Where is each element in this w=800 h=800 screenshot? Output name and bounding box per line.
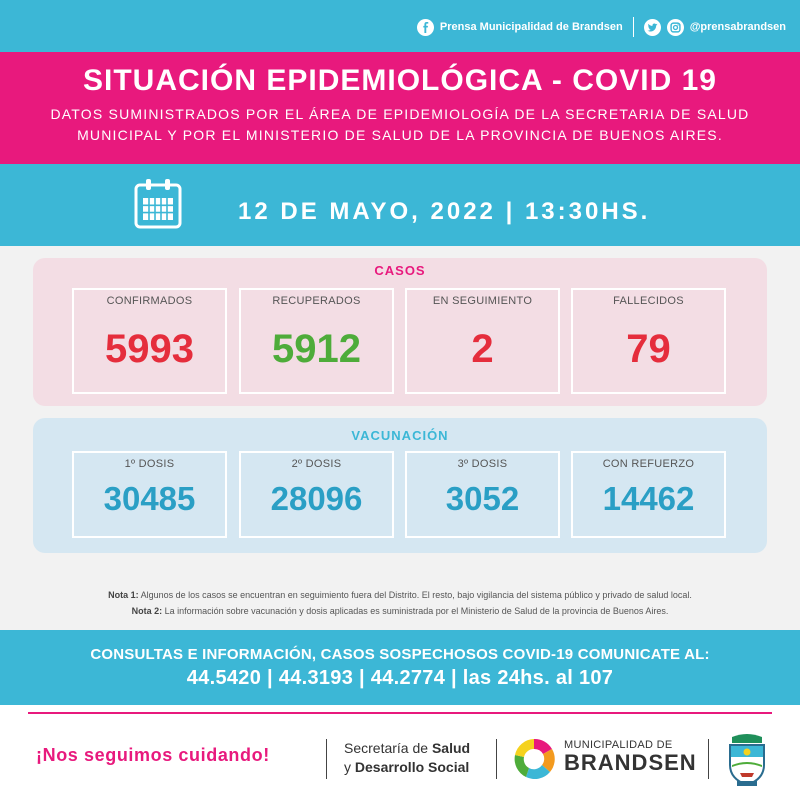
stat-value: 2: [471, 327, 494, 371]
instagram-icon[interactable]: [667, 19, 684, 36]
secretaria-line2-prefix: y: [344, 759, 351, 775]
note-2-label: Nota 2:: [131, 606, 163, 616]
vacunacion-panel: [33, 418, 767, 553]
vacunacion-title: VACUNACIÓN: [351, 428, 449, 443]
slogan: ¡Nos seguimos cuidando!: [36, 745, 270, 765]
stat-value: 5993: [105, 327, 194, 371]
coat-of-arms-icon: [722, 731, 772, 789]
secretaria-name: [344, 739, 470, 777]
contact-numbers: 44.5420 | 44.3193 | 44.2774 | las 24hs. al 107: [186, 667, 614, 689]
notes: [0, 587, 800, 619]
refuerzo-card: [571, 451, 726, 538]
stats-section: [0, 246, 800, 630]
dosis-2-card: [239, 451, 394, 538]
fallecidos-card: [571, 288, 726, 394]
subtitle-line-2: MUNICIPAL Y POR EL MINISTERIO DE SALUD DE LA PROVINCIA DE BUENOS AIRES.: [77, 127, 723, 143]
report-date: 12 DE MAYO, 2022 | 13:30HS.: [238, 198, 651, 225]
note-1-label: Nota 1:: [108, 590, 139, 600]
stat-label: 2º DOSIS: [291, 458, 342, 470]
stat-value: 30485: [103, 480, 196, 517]
seguimiento-card: [405, 288, 560, 394]
note-1-text: Algunos de los casos se encuentran en seguimiento fuera del Distrito. El resto, bajo vigilancia del sistema público y privado de salud local.: [140, 590, 692, 600]
twitter-icon[interactable]: [644, 19, 661, 36]
contact-heading: CONSULTAS E INFORMACIÓN, CASOS SOSPECHOSOS COVID-19 COMUNICATE AL:: [90, 646, 710, 663]
stat-value: 14462: [602, 480, 695, 517]
date-banner: [0, 164, 800, 246]
stat-value: 28096: [270, 480, 363, 517]
stat-value: 3052: [445, 480, 520, 517]
facebook-page-label[interactable]: Prensa Municipalidad de Brandsen: [439, 21, 623, 33]
confirmados-card: [72, 288, 227, 394]
casos-title: CASOS: [374, 263, 426, 278]
dosis-1-card: [72, 451, 227, 538]
dosis-3-card: [405, 451, 560, 538]
recuperados-card: [239, 288, 394, 394]
municipalidad-logo-icon: [510, 735, 558, 783]
footer-divider-2: [496, 739, 497, 779]
page-title: SITUACIÓN EPIDEMIOLÓGICA - COVID 19: [83, 64, 717, 97]
note-2-text: La información sobre vacunación y dosis aplicadas es suministrada por el Ministerio de Salud de la provincia de Buenos Aires.: [164, 606, 669, 616]
stat-label: CON REFUERZO: [602, 458, 695, 470]
stat-value: 5912: [272, 327, 361, 371]
footer: [0, 705, 800, 800]
note-2: [0, 603, 800, 619]
footer-divider-3: [708, 739, 709, 779]
instagram-handle[interactable]: @prensabrandsen: [689, 21, 786, 33]
contact-banner: [0, 630, 800, 705]
secretaria-prefix: Secretaría de: [344, 740, 429, 756]
subtitle-line-1: DATOS SUMINISTRADOS POR EL ÁREA DE EPIDEMIOLOGÍA DE LA SECRETARIA DE SALUD: [50, 106, 750, 122]
stat-label: FALLECIDOS: [613, 295, 684, 307]
social-divider: [633, 17, 634, 37]
note-1: [0, 587, 800, 603]
municipalidad-name: [564, 739, 697, 775]
page-subtitle: [0, 104, 800, 146]
secretaria-salud: Salud: [431, 740, 471, 756]
secretaria-desarrollo: Desarrollo Social: [354, 759, 470, 775]
stat-label: 3º DOSIS: [457, 458, 508, 470]
stat-label: RECUPERADOS: [272, 295, 361, 307]
casos-panel: [33, 258, 767, 406]
stat-label: CONFIRMADOS: [106, 295, 193, 307]
social-links: [417, 15, 786, 39]
stat-label: EN SEGUIMIENTO: [432, 295, 533, 307]
footer-divider-1: [326, 739, 327, 779]
stat-label: 1º DOSIS: [124, 458, 175, 470]
facebook-icon[interactable]: [417, 19, 434, 36]
stat-value: 79: [626, 327, 671, 371]
title-banner: [0, 52, 800, 164]
brandsen-label: BRANDSEN: [564, 750, 697, 775]
municipalidad-label: MUNICIPALIDAD DE: [564, 739, 673, 751]
calendar-icon: [134, 178, 182, 230]
top-bar: [0, 0, 800, 52]
footer-divider: [28, 712, 772, 714]
